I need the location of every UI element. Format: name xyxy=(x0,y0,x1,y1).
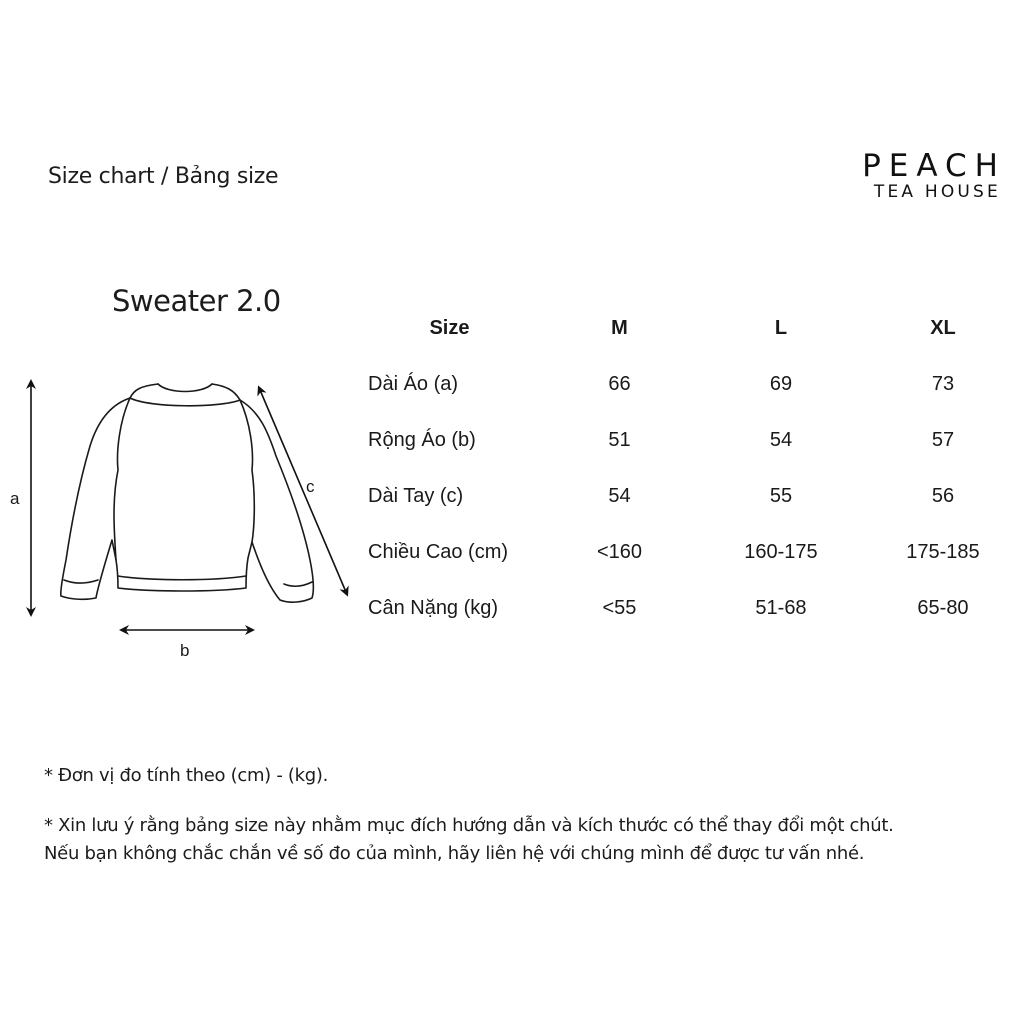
table-row xyxy=(360,412,1024,468)
cell-xl: 73 xyxy=(931,372,955,395)
table-row xyxy=(360,524,1024,580)
brand-logo xyxy=(862,148,1006,202)
brand-name: PEACH xyxy=(862,148,1006,184)
product-name: Sweater 2.0 xyxy=(112,284,281,318)
row-label: Chiều Cao (cm) xyxy=(368,540,509,563)
disclaimer-line-1: * Xin lưu ý rằng bảng size này nhằm mục đích hướng dẫn và kích thước có thể thay đổi một chút. xyxy=(44,815,894,836)
table-header-row xyxy=(360,300,1024,356)
dimension-c-arrow xyxy=(260,390,346,592)
row-label: Dài Tay (c) xyxy=(368,484,464,507)
cell-l: 54 xyxy=(769,428,793,451)
cell-m: 54 xyxy=(608,484,631,507)
cell-m: 51 xyxy=(608,428,631,451)
sweater-outline xyxy=(61,384,314,602)
table-row xyxy=(360,356,1024,412)
row-label: Cân Nặng (kg) xyxy=(368,596,499,619)
table-row xyxy=(360,580,1024,636)
cell-m: <55 xyxy=(602,596,637,619)
sweater-diagram xyxy=(0,360,360,670)
cell-xl: 56 xyxy=(931,484,955,507)
header-l: L xyxy=(774,316,788,339)
table-row xyxy=(360,468,1024,524)
cell-xl: 57 xyxy=(931,428,955,451)
page-title: Size chart / Bảng size xyxy=(48,164,279,189)
header-m: M xyxy=(611,316,628,339)
cell-l: 160-175 xyxy=(744,540,818,563)
row-label: Dài Áo (a) xyxy=(368,372,459,395)
header-xl: XL xyxy=(930,316,956,339)
dimension-a-label: a xyxy=(10,489,20,508)
header-size: Size xyxy=(429,316,470,339)
cell-m: 66 xyxy=(608,372,631,395)
cell-l: 55 xyxy=(769,484,793,507)
dimension-b-label: b xyxy=(180,641,190,660)
cell-m: <160 xyxy=(596,540,642,563)
notes xyxy=(44,762,894,868)
cell-xl: 65-80 xyxy=(917,596,969,619)
disclaimer-line-2: Nếu bạn không chắc chắn về số đo của mình, hãy liên hệ với chúng mình để được tư vấn nhé. xyxy=(44,843,865,864)
size-table xyxy=(360,300,1024,636)
cell-l: 69 xyxy=(769,372,793,395)
row-label: Rộng Áo (b) xyxy=(368,428,476,451)
cell-xl: 175-185 xyxy=(906,540,980,563)
dimension-c-label: c xyxy=(306,477,315,496)
brand-subtitle: TEA HOUSE xyxy=(873,182,1001,202)
unit-note: * Đơn vị đo tính theo (cm) - (kg). xyxy=(44,765,329,786)
cell-l: 51-68 xyxy=(755,596,807,619)
